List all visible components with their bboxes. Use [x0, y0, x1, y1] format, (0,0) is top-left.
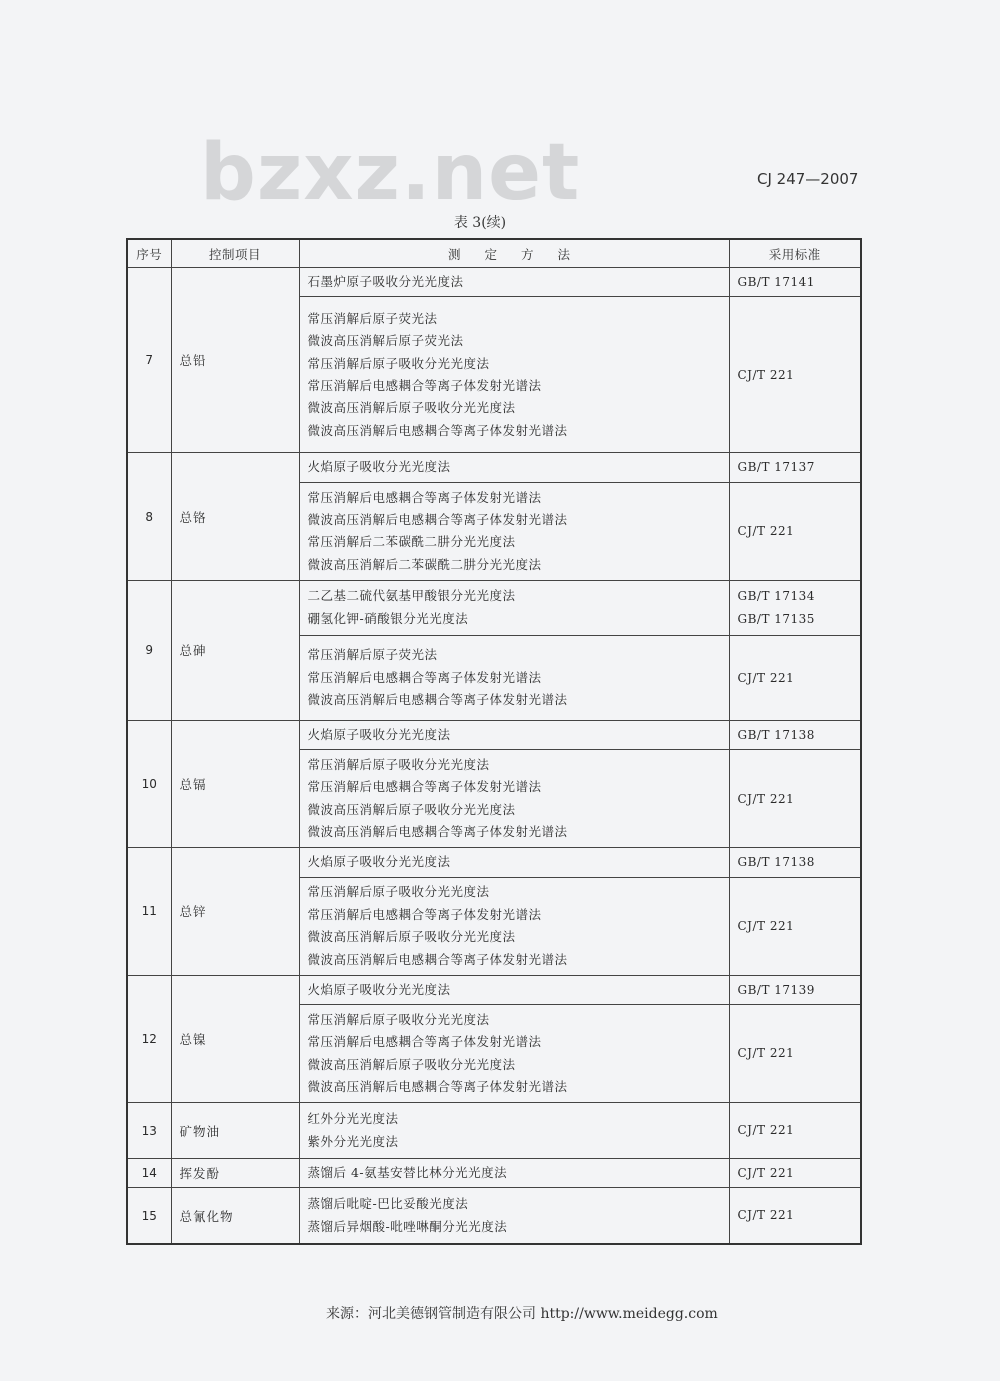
method-line: 火焰原子吸收分光光度法: [307, 854, 451, 870]
method-line: 火焰原子吸收分光光度法: [307, 981, 451, 997]
standard-code: GB/T 17139: [737, 982, 815, 997]
standard-cell: [729, 482, 861, 580]
standard-cell: [729, 268, 861, 297]
standard-cell: [729, 1005, 861, 1103]
watermark: bzxz.net: [200, 128, 581, 218]
control-item: 总砷: [171, 580, 299, 720]
standard-cell: [729, 848, 861, 877]
standards-table: [126, 238, 862, 1245]
table-caption: 表 3(续): [453, 215, 507, 231]
method-cell: [299, 1159, 729, 1188]
standard-cell: [729, 580, 861, 635]
method-line: 常压消解后电感耦合等离子体发射光谱法: [307, 489, 542, 505]
method-cell: [299, 975, 729, 1004]
method-line: 蒸馏后异烟酸-吡唑啉酮分光光度法: [307, 1218, 508, 1234]
row-number: 11: [127, 848, 171, 975]
method-line: 二乙基二硫代氨基甲酸银分光光度法: [307, 588, 516, 604]
method-cell: [299, 482, 729, 580]
method-cell: [299, 453, 729, 482]
standard-code: CJ/T 221: [737, 1208, 795, 1223]
method-line: 微波高压消解后电感耦合等离子体发射光谱法: [307, 511, 568, 527]
standard-cell: [729, 750, 861, 848]
method-line: 微波高压消解后电感耦合等离子体发射光谱法: [307, 422, 568, 438]
table-body: [127, 268, 861, 1244]
standard-code: GB/T 17138: [737, 727, 815, 742]
standard-cell: [729, 297, 861, 453]
table-header-row: [127, 239, 861, 268]
method-line: 火焰原子吸收分光光度法: [307, 459, 451, 475]
method-cell: [299, 635, 729, 720]
header-standard: 采用标准: [729, 239, 861, 268]
method-line: 常压消解后电感耦合等离子体发射光谱法: [307, 779, 542, 795]
standard-code: CJ/T 221: [737, 1123, 795, 1138]
table-row: [127, 975, 861, 1004]
method-cell: [299, 297, 729, 453]
method-cell: [299, 1005, 729, 1103]
method-line: 微波高压消解后原子吸收分光光度法: [307, 400, 516, 416]
method-line: 微波高压消解后原子荧光法: [307, 333, 464, 349]
method-line: 火焰原子吸收分光光度法: [307, 726, 451, 742]
standard-code: GB/T 17134: [737, 589, 815, 604]
source-footer: 来源：河北美德钢管制造有限公司 http://www.meidegg.com: [326, 1306, 718, 1322]
control-item: 总镍: [171, 975, 299, 1102]
method-cell: [299, 877, 729, 975]
table-row: [127, 580, 861, 635]
method-line: 常压消解后原子吸收分光光度法: [307, 884, 490, 900]
standard-code: CJ/T 221: [737, 1166, 795, 1181]
standard-cell: [729, 453, 861, 482]
method-line: 常压消解后原子荧光法: [307, 310, 438, 326]
method-line: 常压消解后电感耦合等离子体发射光谱法: [307, 669, 542, 685]
method-line: 石墨炉原子吸收分光光度法: [307, 274, 464, 289]
row-number: 15: [127, 1188, 171, 1244]
control-item: 总氰化物: [171, 1188, 299, 1244]
row-number: 14: [127, 1159, 171, 1188]
method-cell: [299, 720, 729, 749]
method-cell: [299, 1103, 729, 1159]
method-line: 微波高压消解后二苯碳酰二肼分光光度法: [307, 556, 542, 572]
row-number: 9: [127, 580, 171, 720]
standard-cell: [729, 1103, 861, 1159]
table-row: [127, 268, 861, 297]
method-cell: [299, 580, 729, 635]
row-number: 8: [127, 453, 171, 580]
standard-code: CJ/T 221: [737, 524, 795, 539]
standard-cell: [729, 635, 861, 720]
table-row: [127, 720, 861, 749]
control-item: 矿物油: [171, 1103, 299, 1159]
method-line: 红外分光光度法: [307, 1111, 399, 1127]
standard-code: CJ/T 221: [737, 791, 795, 806]
control-item: 总镉: [171, 720, 299, 847]
standard-code: GB/T 17138: [737, 855, 815, 870]
table-row: [127, 453, 861, 482]
standard-code: CJ/T 221: [737, 367, 795, 382]
control-item: 挥发酚: [171, 1159, 299, 1188]
method-cell: [299, 268, 729, 297]
method-line: 常压消解后电感耦合等离子体发射光谱法: [307, 906, 542, 922]
row-number: 12: [127, 975, 171, 1102]
standard-cell: [729, 1188, 861, 1244]
document-code: CJ 247—2007: [757, 170, 859, 188]
standard-code: GB/T 17137: [737, 460, 815, 475]
standard-code: CJ/T 221: [737, 670, 795, 685]
method-line: 硼氢化钾-硝酸银分光光度法: [307, 610, 469, 626]
method-line: 微波高压消解后电感耦合等离子体发射光谱法: [307, 824, 568, 840]
standard-cell: [729, 877, 861, 975]
standard-code: GB/T 17141: [737, 275, 815, 289]
row-number: 13: [127, 1103, 171, 1159]
standard-code: CJ/T 221: [737, 1046, 795, 1061]
method-line: 微波高压消解后电感耦合等离子体发射光谱法: [307, 692, 568, 708]
method-line: 微波高压消解后原子吸收分光光度法: [307, 1056, 516, 1072]
method-line: 常压消解后电感耦合等离子体发射光谱法: [307, 1034, 542, 1050]
standard-code: CJ/T 221: [737, 918, 795, 933]
method-line: 常压消解后原子荧光法: [307, 647, 438, 663]
method-cell: [299, 848, 729, 877]
method-line: 紫外分光光度法: [307, 1133, 399, 1149]
standard-code: GB/T 17135: [737, 611, 815, 626]
table-row: [127, 1159, 861, 1188]
table-row: [127, 1188, 861, 1244]
method-line: 微波高压消解后电感耦合等离子体发射光谱法: [307, 1078, 568, 1094]
standard-cell: [729, 1159, 861, 1188]
control-item: 总锌: [171, 848, 299, 975]
method-line: 常压消解后原子吸收分光光度法: [307, 756, 490, 772]
method-line: 常压消解后电感耦合等离子体发射光谱法: [307, 377, 542, 393]
header-item: 控制项目: [171, 239, 299, 268]
control-item: 总铅: [171, 268, 299, 453]
row-number: 10: [127, 720, 171, 847]
control-item: 总铬: [171, 453, 299, 580]
method-line: 常压消解后原子吸收分光光度法: [307, 355, 490, 371]
row-number: 7: [127, 268, 171, 453]
table-row: [127, 1103, 861, 1159]
method-line: 蒸馏后 4-氨基安替比林分光光度法: [307, 1165, 508, 1181]
standard-cell: [729, 975, 861, 1004]
method-cell: [299, 1188, 729, 1244]
method-line: 蒸馏后吡啶-巴比妥酸光度法: [307, 1196, 469, 1212]
standard-cell: [729, 720, 861, 749]
header-no: 序号: [127, 239, 171, 268]
method-cell: [299, 750, 729, 848]
method-line: 常压消解后原子吸收分光光度法: [307, 1011, 490, 1027]
method-line: 微波高压消解后电感耦合等离子体发射光谱法: [307, 951, 568, 967]
method-line: 微波高压消解后原子吸收分光光度法: [307, 801, 516, 817]
method-line: 微波高压消解后原子吸收分光光度法: [307, 929, 516, 945]
method-line: 常压消解后二苯碳酰二肼分光光度法: [307, 534, 516, 550]
header-method: 测 定 方 法: [299, 239, 729, 268]
table-row: [127, 848, 861, 877]
